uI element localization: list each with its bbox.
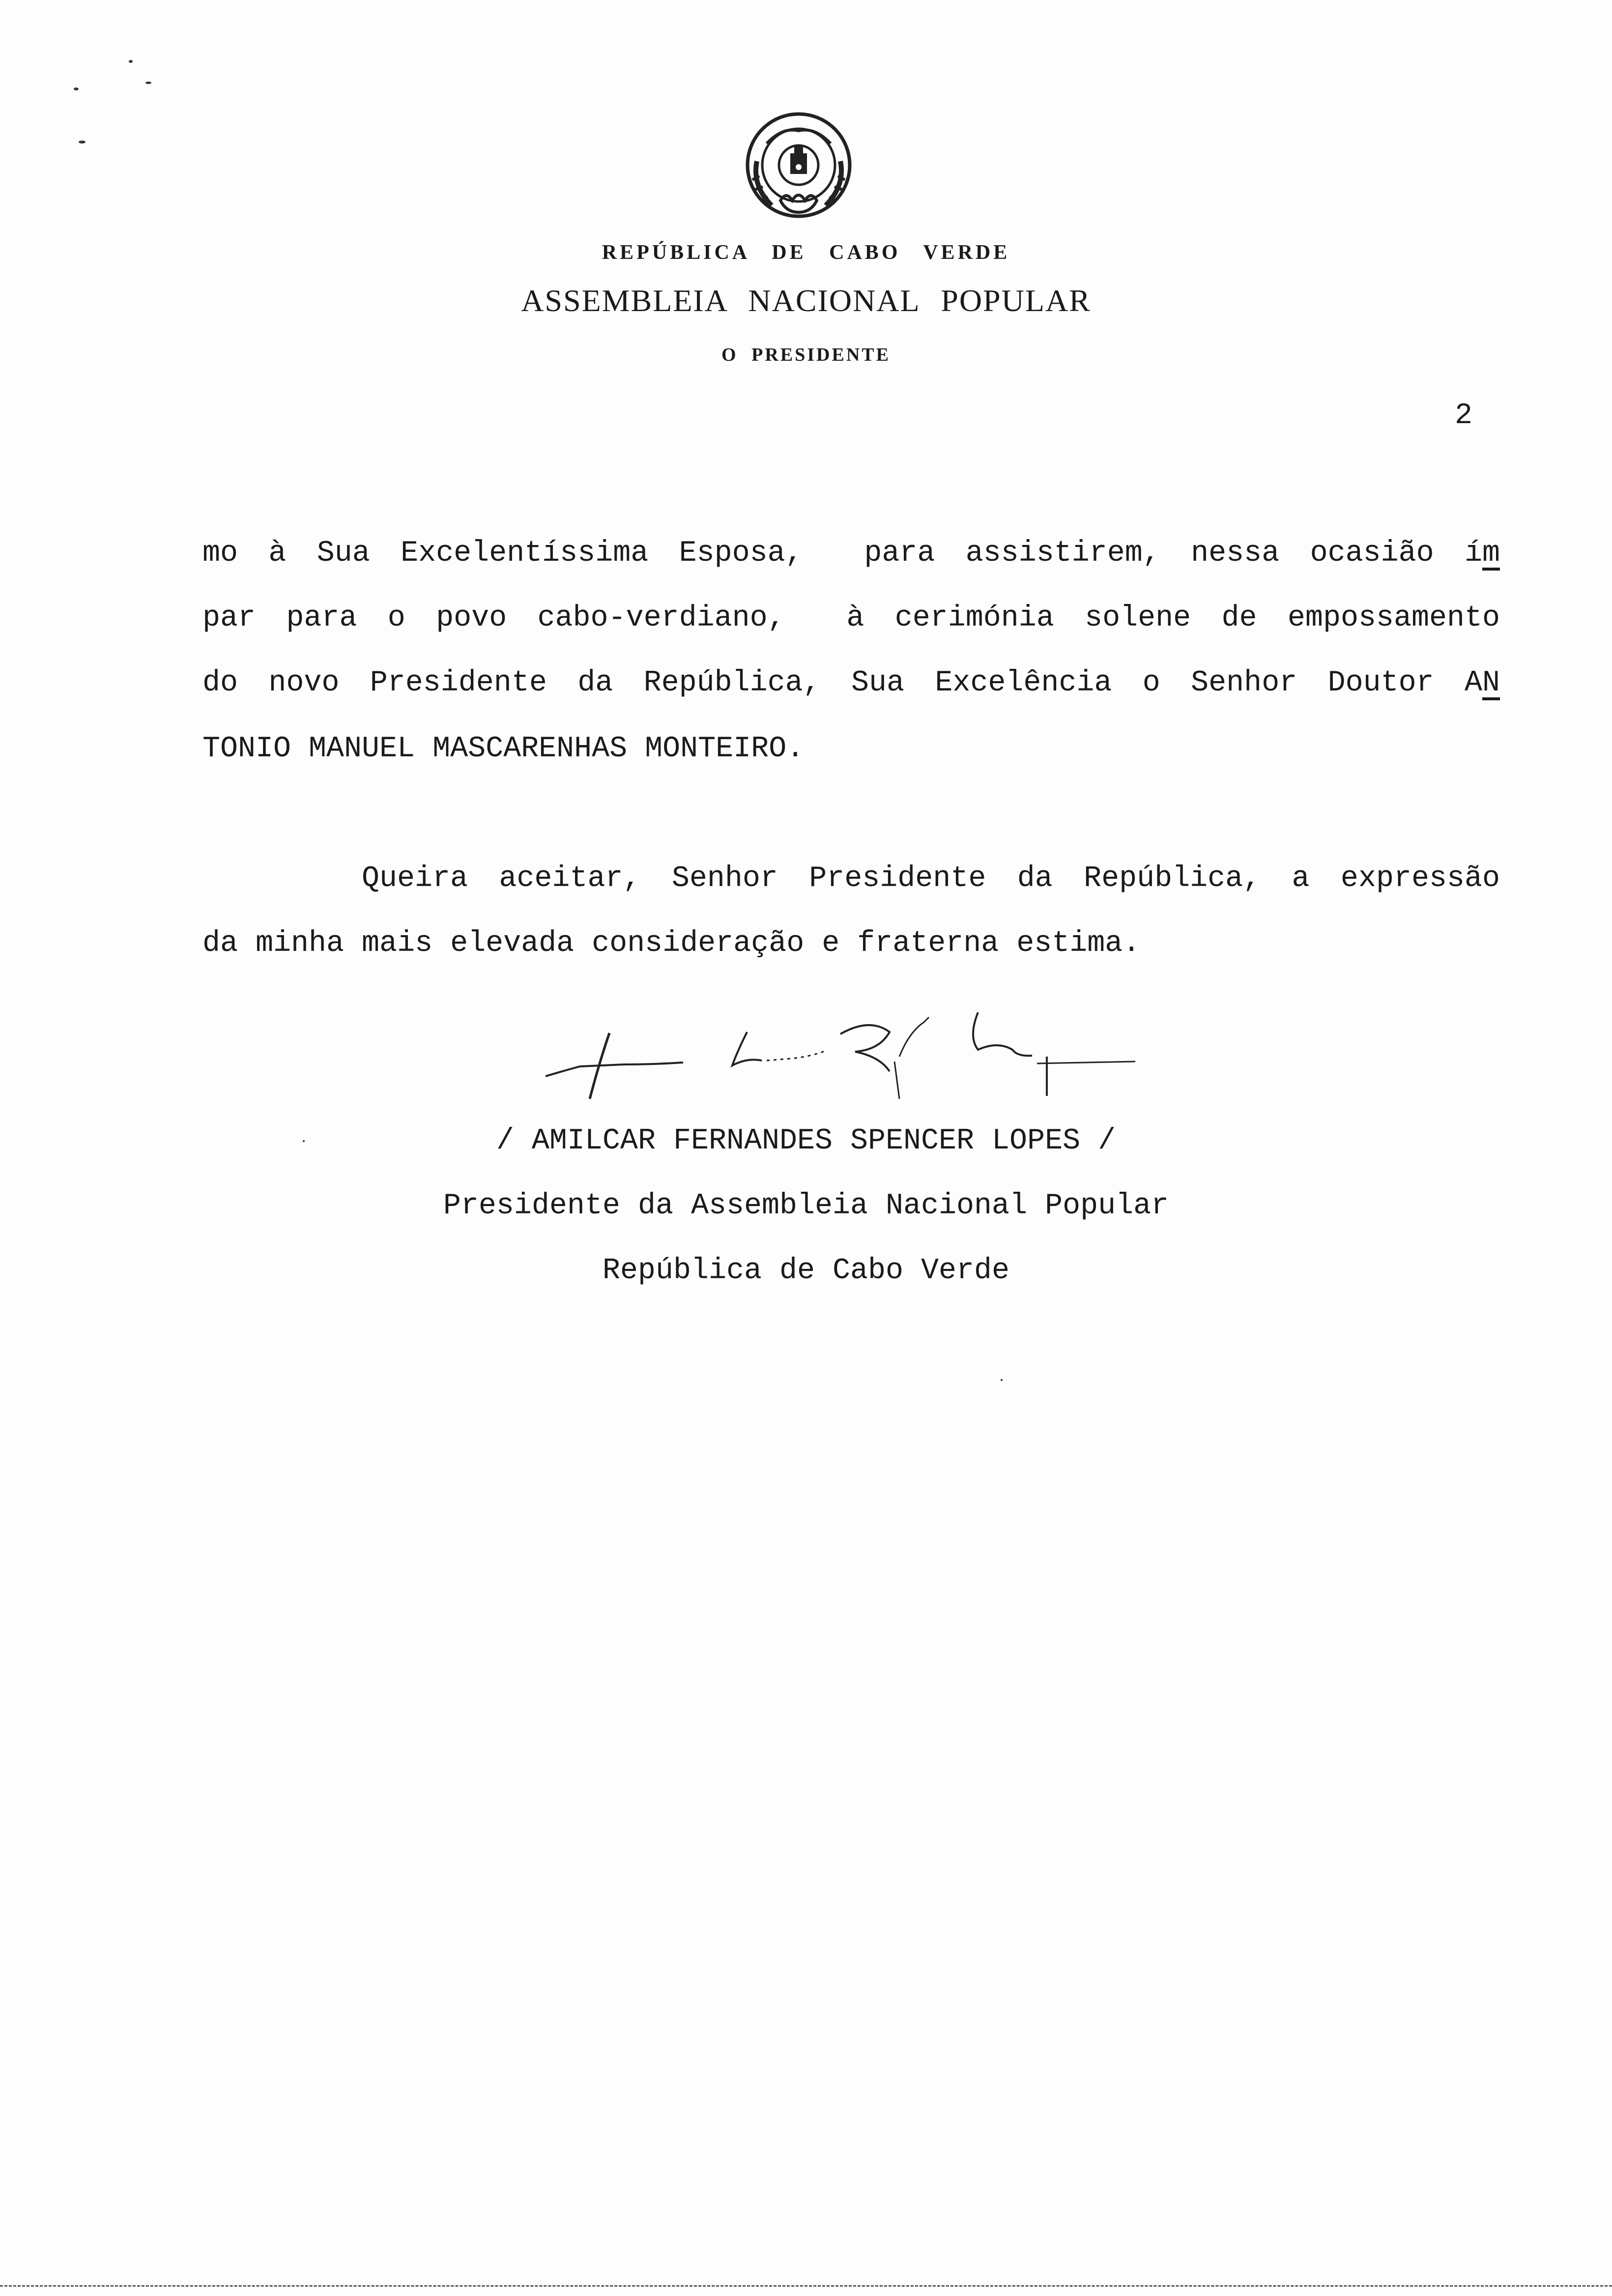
signatory-title: Presidente da Assembleia Nacional Popular: [443, 1189, 1169, 1223]
paragraph-1-line-4: TONIO MANUEL MASCARENHAS MONTEIRO.: [202, 732, 805, 766]
cabo-verde-coat-of-arms-icon: [737, 107, 860, 230]
paragraph-2-line-1: Queira aceitar, Senhor Presidente da República, a expressão: [362, 862, 1500, 895]
paragraph-1-line-2: par para o povo cabo-verdiano, à cerimónia solene de empossamento: [202, 602, 1500, 635]
scan-speck: [79, 141, 86, 144]
letterhead-country: REPÚBLICA DE CABO VERDE: [602, 241, 1010, 264]
scan-speck: [74, 87, 79, 90]
letterhead-institution: ASSEMBLEIA NACIONAL POPULAR: [521, 283, 1091, 318]
handwritten-signature-icon: [536, 1003, 1140, 1116]
page-number: 2: [1455, 399, 1473, 432]
scan-speck: [145, 82, 151, 84]
signatory-name: / AMILCAR FERNANDES SPENCER LOPES /: [496, 1124, 1116, 1158]
letterhead-office: O PRESIDENTE: [721, 344, 891, 365]
signatory-country: República de Cabo Verde: [602, 1254, 1010, 1288]
underlined-syllable: N: [1482, 666, 1500, 700]
underlined-syllable: m: [1482, 537, 1500, 570]
text-segment: mo à Sua Excelentíssima Esposa, para assistirem, nessa ocasião í: [202, 537, 1482, 570]
scan-speck: [129, 60, 133, 63]
paragraph-1-line-1: [202, 539, 1500, 568]
text-segment: do novo Presidente da República, Sua Excelência o Senhor Doutor A: [202, 666, 1482, 700]
paragraph-2-line-2: da minha mais elevada consideração e fraterna estima.: [202, 927, 1141, 960]
paragraph-1-line-3: [202, 668, 1500, 698]
page-bottom-edge: [0, 2285, 1612, 2287]
scan-speck: [1001, 1379, 1003, 1381]
